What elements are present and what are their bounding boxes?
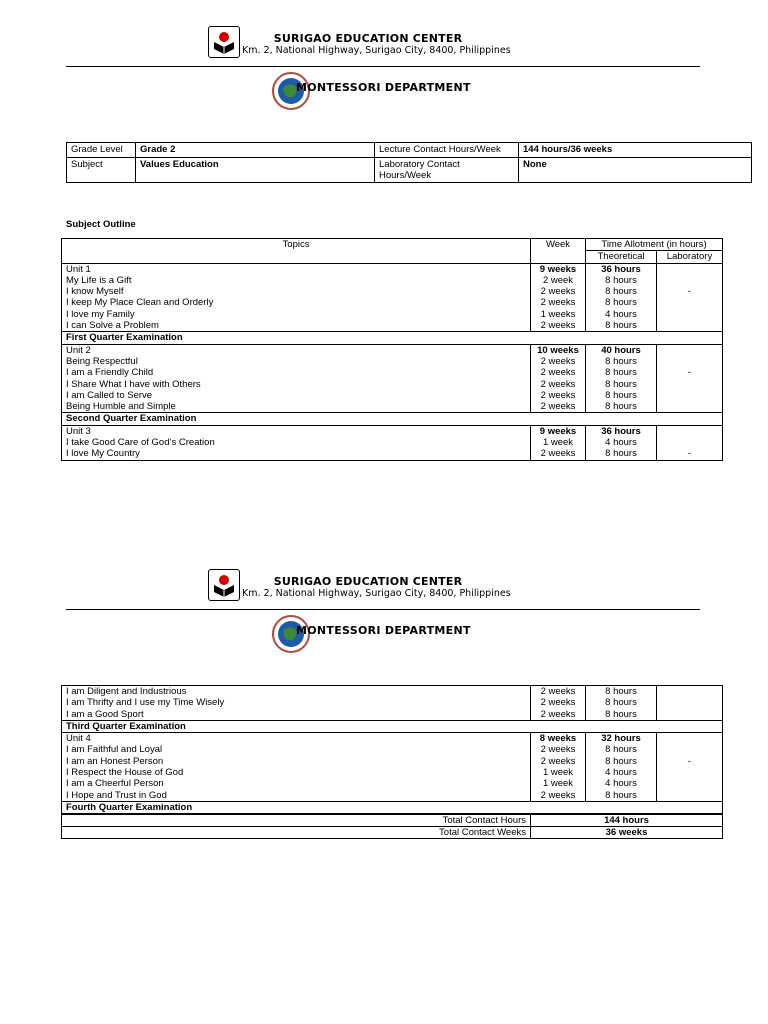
hours-cell: 8 hours [586, 756, 657, 767]
hours-cell: 8 hours [586, 275, 657, 286]
topic-row [62, 790, 723, 802]
time-allotment-header: Time Allotment (in hours) [586, 239, 723, 251]
lab-cell: - [657, 367, 723, 378]
lab-cell [657, 709, 723, 721]
header-divider [66, 609, 700, 610]
lab-cell [657, 401, 723, 413]
topic-row [62, 709, 723, 721]
topic-cell: I keep My Place Clean and Orderly [62, 297, 531, 308]
lab-cell [657, 390, 723, 401]
topic-row [62, 390, 723, 401]
lab-cell [657, 356, 723, 367]
theoretical-header: Theoretical [586, 251, 657, 263]
week-cell: 2 weeks [531, 709, 586, 721]
hours-cell: 4 hours [586, 309, 657, 320]
lab-cell [657, 437, 723, 448]
week-cell: 2 week [531, 275, 586, 286]
hours-cell: 8 hours [586, 744, 657, 755]
week-cell: 2 weeks [531, 286, 586, 297]
week-cell: 2 weeks [531, 697, 586, 708]
department-title: MONTESSORI DEPARTMENT [296, 624, 471, 637]
week-header: Week [531, 239, 586, 264]
week-cell: 2 weeks [531, 448, 586, 460]
topic-cell: Unit 3 [62, 425, 531, 437]
week-cell: 2 weeks [531, 356, 586, 367]
week-cell: 2 weeks [531, 756, 586, 767]
hours-cell: 4 hours [586, 778, 657, 789]
topic-cell: I love My Country [62, 448, 531, 460]
week-cell: 1 week [531, 767, 586, 778]
lab-cell [657, 697, 723, 708]
header-divider [66, 66, 700, 67]
week-cell: 2 weeks [531, 320, 586, 332]
hours-cell: 36 hours [586, 263, 657, 275]
topic-cell: I Respect the House of God [62, 767, 531, 778]
lab-cell [657, 297, 723, 308]
school-logo-icon [208, 569, 240, 601]
week-cell: 1 week [531, 778, 586, 789]
topic-cell: I love my Family [62, 309, 531, 320]
unit-row [62, 733, 723, 745]
page2-header [0, 543, 768, 653]
totals-table [61, 814, 723, 839]
week-cell: 2 weeks [531, 686, 586, 698]
topic-row [62, 778, 723, 789]
topic-row [62, 275, 723, 286]
week-cell: 2 weeks [531, 744, 586, 755]
exam-label: Fourth Quarter Examination [62, 801, 723, 813]
lab-cell [657, 686, 723, 698]
school-address: Km. 2, National Highway, Surigao City, 8400, Philippines [242, 45, 511, 56]
exam-row [62, 801, 723, 813]
topic-row [62, 744, 723, 755]
subject-outline-table-continued [61, 685, 723, 814]
topic-cell: Being Humble and Simple [62, 401, 531, 413]
topic-row [62, 767, 723, 778]
lab-cell [657, 320, 723, 332]
hours-cell: 8 hours [586, 448, 657, 460]
hours-cell: 8 hours [586, 320, 657, 332]
topic-row [62, 401, 723, 413]
topic-cell: I am a Friendly Child [62, 367, 531, 378]
hours-cell: 8 hours [586, 790, 657, 802]
week-cell: 2 weeks [531, 390, 586, 401]
topic-cell: I am Called to Serve [62, 390, 531, 401]
school-logo-icon [208, 26, 240, 58]
topic-cell: I Share What I have with Others [62, 379, 531, 390]
department-title: MONTESSORI DEPARTMENT [296, 81, 471, 94]
hours-cell: 8 hours [586, 697, 657, 708]
hours-cell: 36 hours [586, 425, 657, 437]
week-cell: 1 weeks [531, 309, 586, 320]
topic-cell: My Life is a Gift [62, 275, 531, 286]
hours-cell: 8 hours [586, 379, 657, 390]
hours-cell: 8 hours [586, 356, 657, 367]
week-cell: 2 weeks [531, 790, 586, 802]
unit-row [62, 263, 723, 275]
total-weeks-label: Total Contact Weeks [62, 827, 531, 839]
lab-cell [657, 778, 723, 789]
week-cell: 9 weeks [531, 425, 586, 437]
topic-row [62, 437, 723, 448]
hours-cell: 8 hours [586, 401, 657, 413]
school-address: Km. 2, National Highway, Surigao City, 8400, Philippines [242, 588, 511, 599]
topic-row [62, 448, 723, 460]
lab-cell [657, 309, 723, 320]
lab-cell [657, 379, 723, 390]
topic-cell: I am a Good Sport [62, 709, 531, 721]
exam-row [62, 332, 723, 344]
topic-cell: Being Respectful [62, 356, 531, 367]
week-cell: 8 weeks [531, 733, 586, 745]
subject-label: Subject [67, 158, 136, 183]
unit-row [62, 344, 723, 356]
grade-level-value: Grade 2 [136, 143, 375, 158]
topic-cell: I know Myself [62, 286, 531, 297]
topic-row [62, 297, 723, 308]
topic-row [62, 286, 723, 297]
hours-cell: 4 hours [586, 767, 657, 778]
week-cell: 10 weeks [531, 344, 586, 356]
school-name: SURIGAO EDUCATION CENTER [273, 32, 463, 45]
week-cell: 2 weeks [531, 367, 586, 378]
lab-cell [657, 344, 723, 356]
topic-cell: Unit 4 [62, 733, 531, 745]
topic-cell: I am Faithful and Loyal [62, 744, 531, 755]
exam-row [62, 413, 723, 425]
hours-cell: 8 hours [586, 297, 657, 308]
lab-cell [657, 263, 723, 275]
lab-hours-label-line2: Hours/Week [379, 170, 432, 181]
subject-outline-title: Subject Outline [66, 219, 136, 230]
exam-row [62, 720, 723, 732]
hours-cell: 8 hours [586, 286, 657, 297]
lecture-hours-label: Lecture Contact Hours/Week [375, 143, 519, 158]
total-hours-label: Total Contact Hours [62, 815, 531, 827]
week-cell: 2 weeks [531, 401, 586, 413]
hours-cell: 8 hours [586, 390, 657, 401]
grade-level-label: Grade Level [67, 143, 136, 158]
lab-hours-value: None [519, 158, 752, 183]
topic-row [62, 320, 723, 332]
lab-hours-label [375, 158, 519, 183]
topic-cell: I am Diligent and Industrious [62, 686, 531, 698]
topic-row [62, 356, 723, 367]
lab-cell: - [657, 756, 723, 767]
school-name: SURIGAO EDUCATION CENTER [273, 575, 463, 588]
lab-cell: - [657, 448, 723, 460]
hours-cell: 8 hours [586, 367, 657, 378]
hours-cell: 40 hours [586, 344, 657, 356]
topic-row [62, 379, 723, 390]
topic-cell: I am an Honest Person [62, 756, 531, 767]
hours-cell: 32 hours [586, 733, 657, 745]
exam-label: First Quarter Examination [62, 332, 723, 344]
week-cell: 2 weeks [531, 379, 586, 390]
week-cell: 9 weeks [531, 263, 586, 275]
lab-cell [657, 425, 723, 437]
subject-value: Values Education [136, 158, 375, 183]
course-info-table [66, 142, 752, 183]
hours-cell: 8 hours [586, 686, 657, 698]
topic-row [62, 756, 723, 767]
topic-cell: I am Thrifty and I use my Time Wisely [62, 697, 531, 708]
subject-outline-table [61, 238, 723, 461]
total-hours-value: 144 hours [531, 815, 723, 827]
unit-row [62, 425, 723, 437]
lab-cell [657, 744, 723, 755]
total-weeks-value: 36 weeks [531, 827, 723, 839]
topic-cell: I Hope and Trust in God [62, 790, 531, 802]
page1-header [0, 0, 768, 110]
lab-cell [657, 767, 723, 778]
lab-cell [657, 733, 723, 745]
lab-hours-label-line1: Laboratory Contact [379, 159, 460, 170]
topic-row [62, 367, 723, 378]
exam-label: Second Quarter Examination [62, 413, 723, 425]
topic-row [62, 686, 723, 698]
lecture-hours-value: 144 hours/36 weeks [519, 143, 752, 158]
topic-cell: Unit 2 [62, 344, 531, 356]
lab-cell [657, 790, 723, 802]
topic-cell: I am a Cheerful Person [62, 778, 531, 789]
week-cell: 1 week [531, 437, 586, 448]
topic-cell: Unit 1 [62, 263, 531, 275]
lab-cell [657, 275, 723, 286]
lab-cell: - [657, 286, 723, 297]
laboratory-header: Laboratory [657, 251, 723, 263]
topic-cell: I can Solve a Problem [62, 320, 531, 332]
topic-row [62, 309, 723, 320]
topic-row [62, 697, 723, 708]
exam-label: Third Quarter Examination [62, 720, 723, 732]
week-cell: 2 weeks [531, 297, 586, 308]
hours-cell: 8 hours [586, 709, 657, 721]
topics-header: Topics [62, 239, 531, 264]
hours-cell: 4 hours [586, 437, 657, 448]
topic-cell: I take Good Care of God’s Creation [62, 437, 531, 448]
